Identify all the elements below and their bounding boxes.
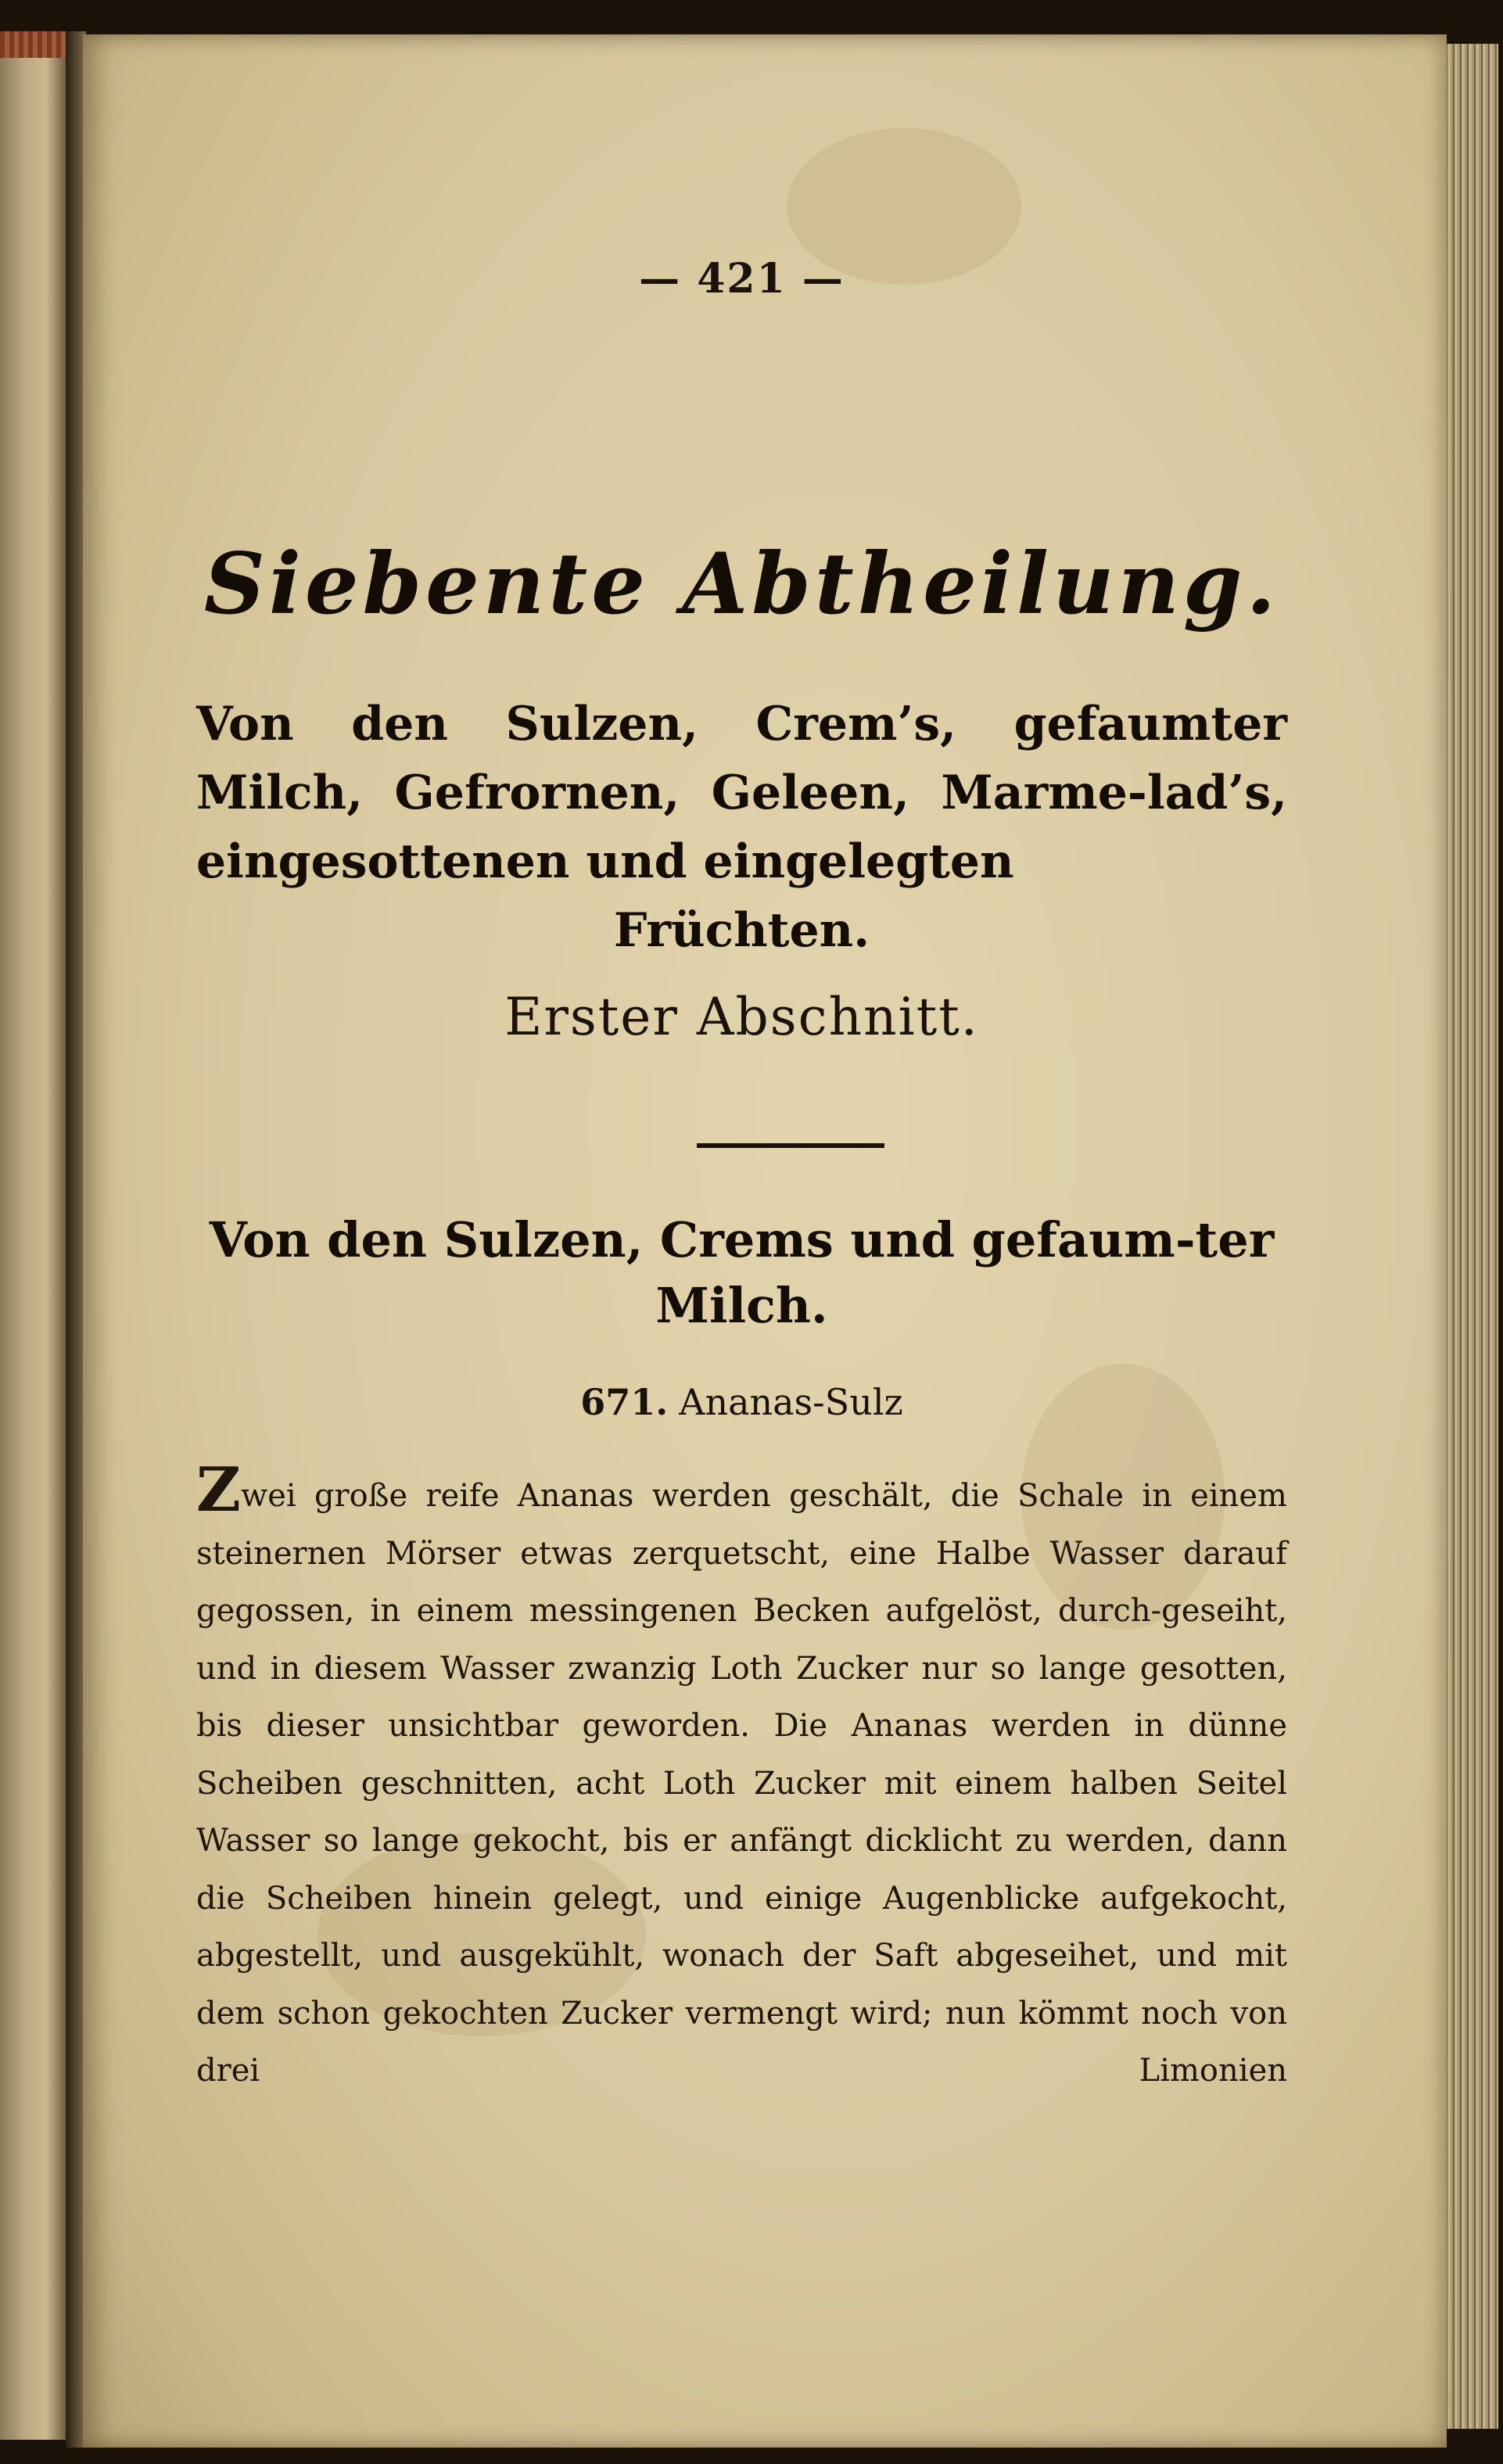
recipe-number: 671.: [580, 1381, 669, 1423]
book-page: [83, 34, 1447, 2448]
chapter-title: Von den Sulzen, Crems und gefaum-ter Milch.: [209, 1211, 1275, 1334]
division-subtitle-text: Von den Sulzen, Crem’s, gefaumter Milch, Gefrornen, Geleen, Marme-lad’s, eingesottenen und eingelegten: [196, 697, 1287, 889]
previous-page-edge: [0, 31, 66, 2440]
division-subtitle-last-line: Früchten.: [613, 903, 870, 958]
drop-cap: Z: [196, 1454, 241, 1526]
recipe-name: Ananas-Sulz: [679, 1381, 903, 1423]
recipe-heading: [196, 1381, 1287, 1423]
recipe-body: [196, 1454, 1287, 2100]
recipe-body-text: wei große reife Ananas werden geschält, die Schale in einem steinernen Mörser etwas zerquetscht, eine Halbe Wasser darauf gegossen, in einem messingenen Becken aufgelöst, durch-geseiht, und in diesem Wasser zwanzig Loth Zucker nur so lange gesotten, bis dieser unsichtbar geworden. Die Ananas werden in dünne Scheiben geschnitten, acht Loth Zucker mit einem halben Seitel Wasser so lange gekocht, bis er anfängt dicklicht zu werden, dann die Scheiben hinein gelegt, und einige Augenblicke aufgekocht, abgestellt, und ausgekühlt, wonach der Saft abgeseihet, und mit dem schon gekochten Zucker vermengt wird; nun kömmt noch von drei Limonien: [196, 1478, 1287, 2089]
page-number: — 421 —: [639, 255, 845, 303]
division-subtitle: [196, 690, 1287, 965]
binding-strip: [0, 31, 70, 58]
page-stack-edge: [1444, 44, 1498, 2429]
horizontal-rule: [697, 1143, 884, 1148]
section-title: Erster Abschnitt.: [504, 987, 979, 1047]
division-title: Siebente Abtheilung.: [203, 535, 1280, 633]
